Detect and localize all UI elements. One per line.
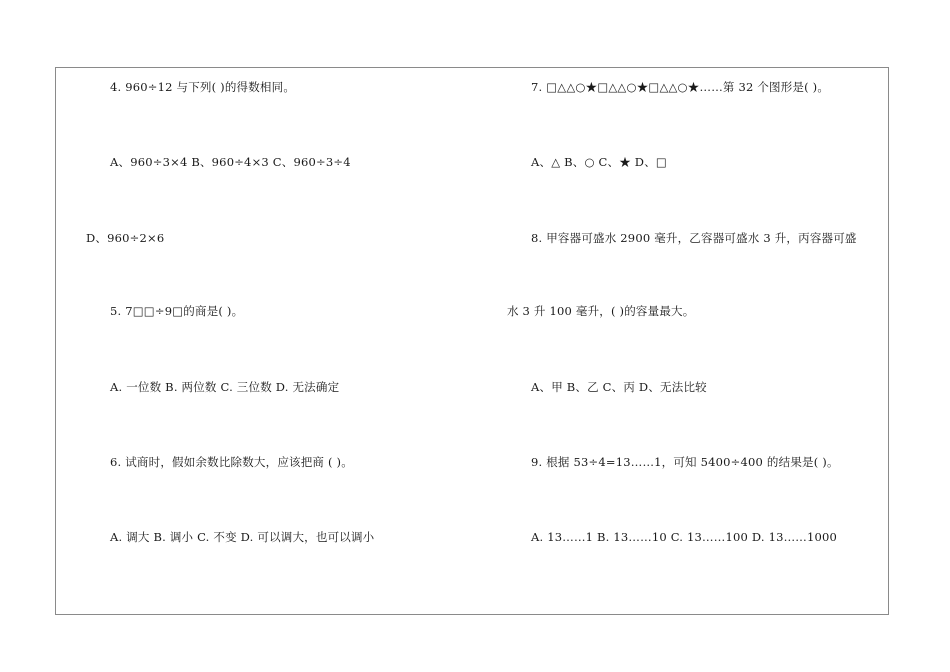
q7-options: A、△ B、○ C、★ D、□ [531, 155, 667, 169]
q9-question: 9. 根据 53÷4=13……1，可知 5400÷400 的结果是( )。 [531, 455, 839, 469]
q4-question: 4. 960÷12 与下列( )的得数相同。 [110, 80, 296, 94]
q8-question-line1: 8. 甲容器可盛水 2900 毫升，乙容器可盛水 3 升，丙容器可盛 [531, 231, 857, 245]
q6-question: 6. 试商时，假如余数比除数大，应该把商 ( )。 [110, 455, 353, 469]
q8-question-line2: 水 3 升 100 毫升，( )的容量最大。 [507, 304, 695, 318]
q6-options: A. 调大 B. 调小 C. 不变 D. 可以调大，也可以调小 [110, 530, 375, 544]
q9-options: A. 13……1 B. 13……10 C. 13……100 D. 13……1000 [531, 530, 838, 544]
q5-options: A. 一位数 B. 两位数 C. 三位数 D. 无法确定 [110, 380, 340, 394]
q5-question: 5. 7□□÷9□的商是( )。 [110, 304, 244, 318]
q7-question: 7. □△△○★□△△○★□△△○★……第 32 个图形是( )。 [531, 80, 830, 94]
q4-options-line2: D、960÷2×6 [86, 231, 165, 245]
q8-options: A、甲 B、乙 C、丙 D、无法比较 [531, 380, 707, 394]
q4-options-line1: A、960÷3×4 B、960÷4×3 C、960÷3÷4 [110, 155, 351, 169]
